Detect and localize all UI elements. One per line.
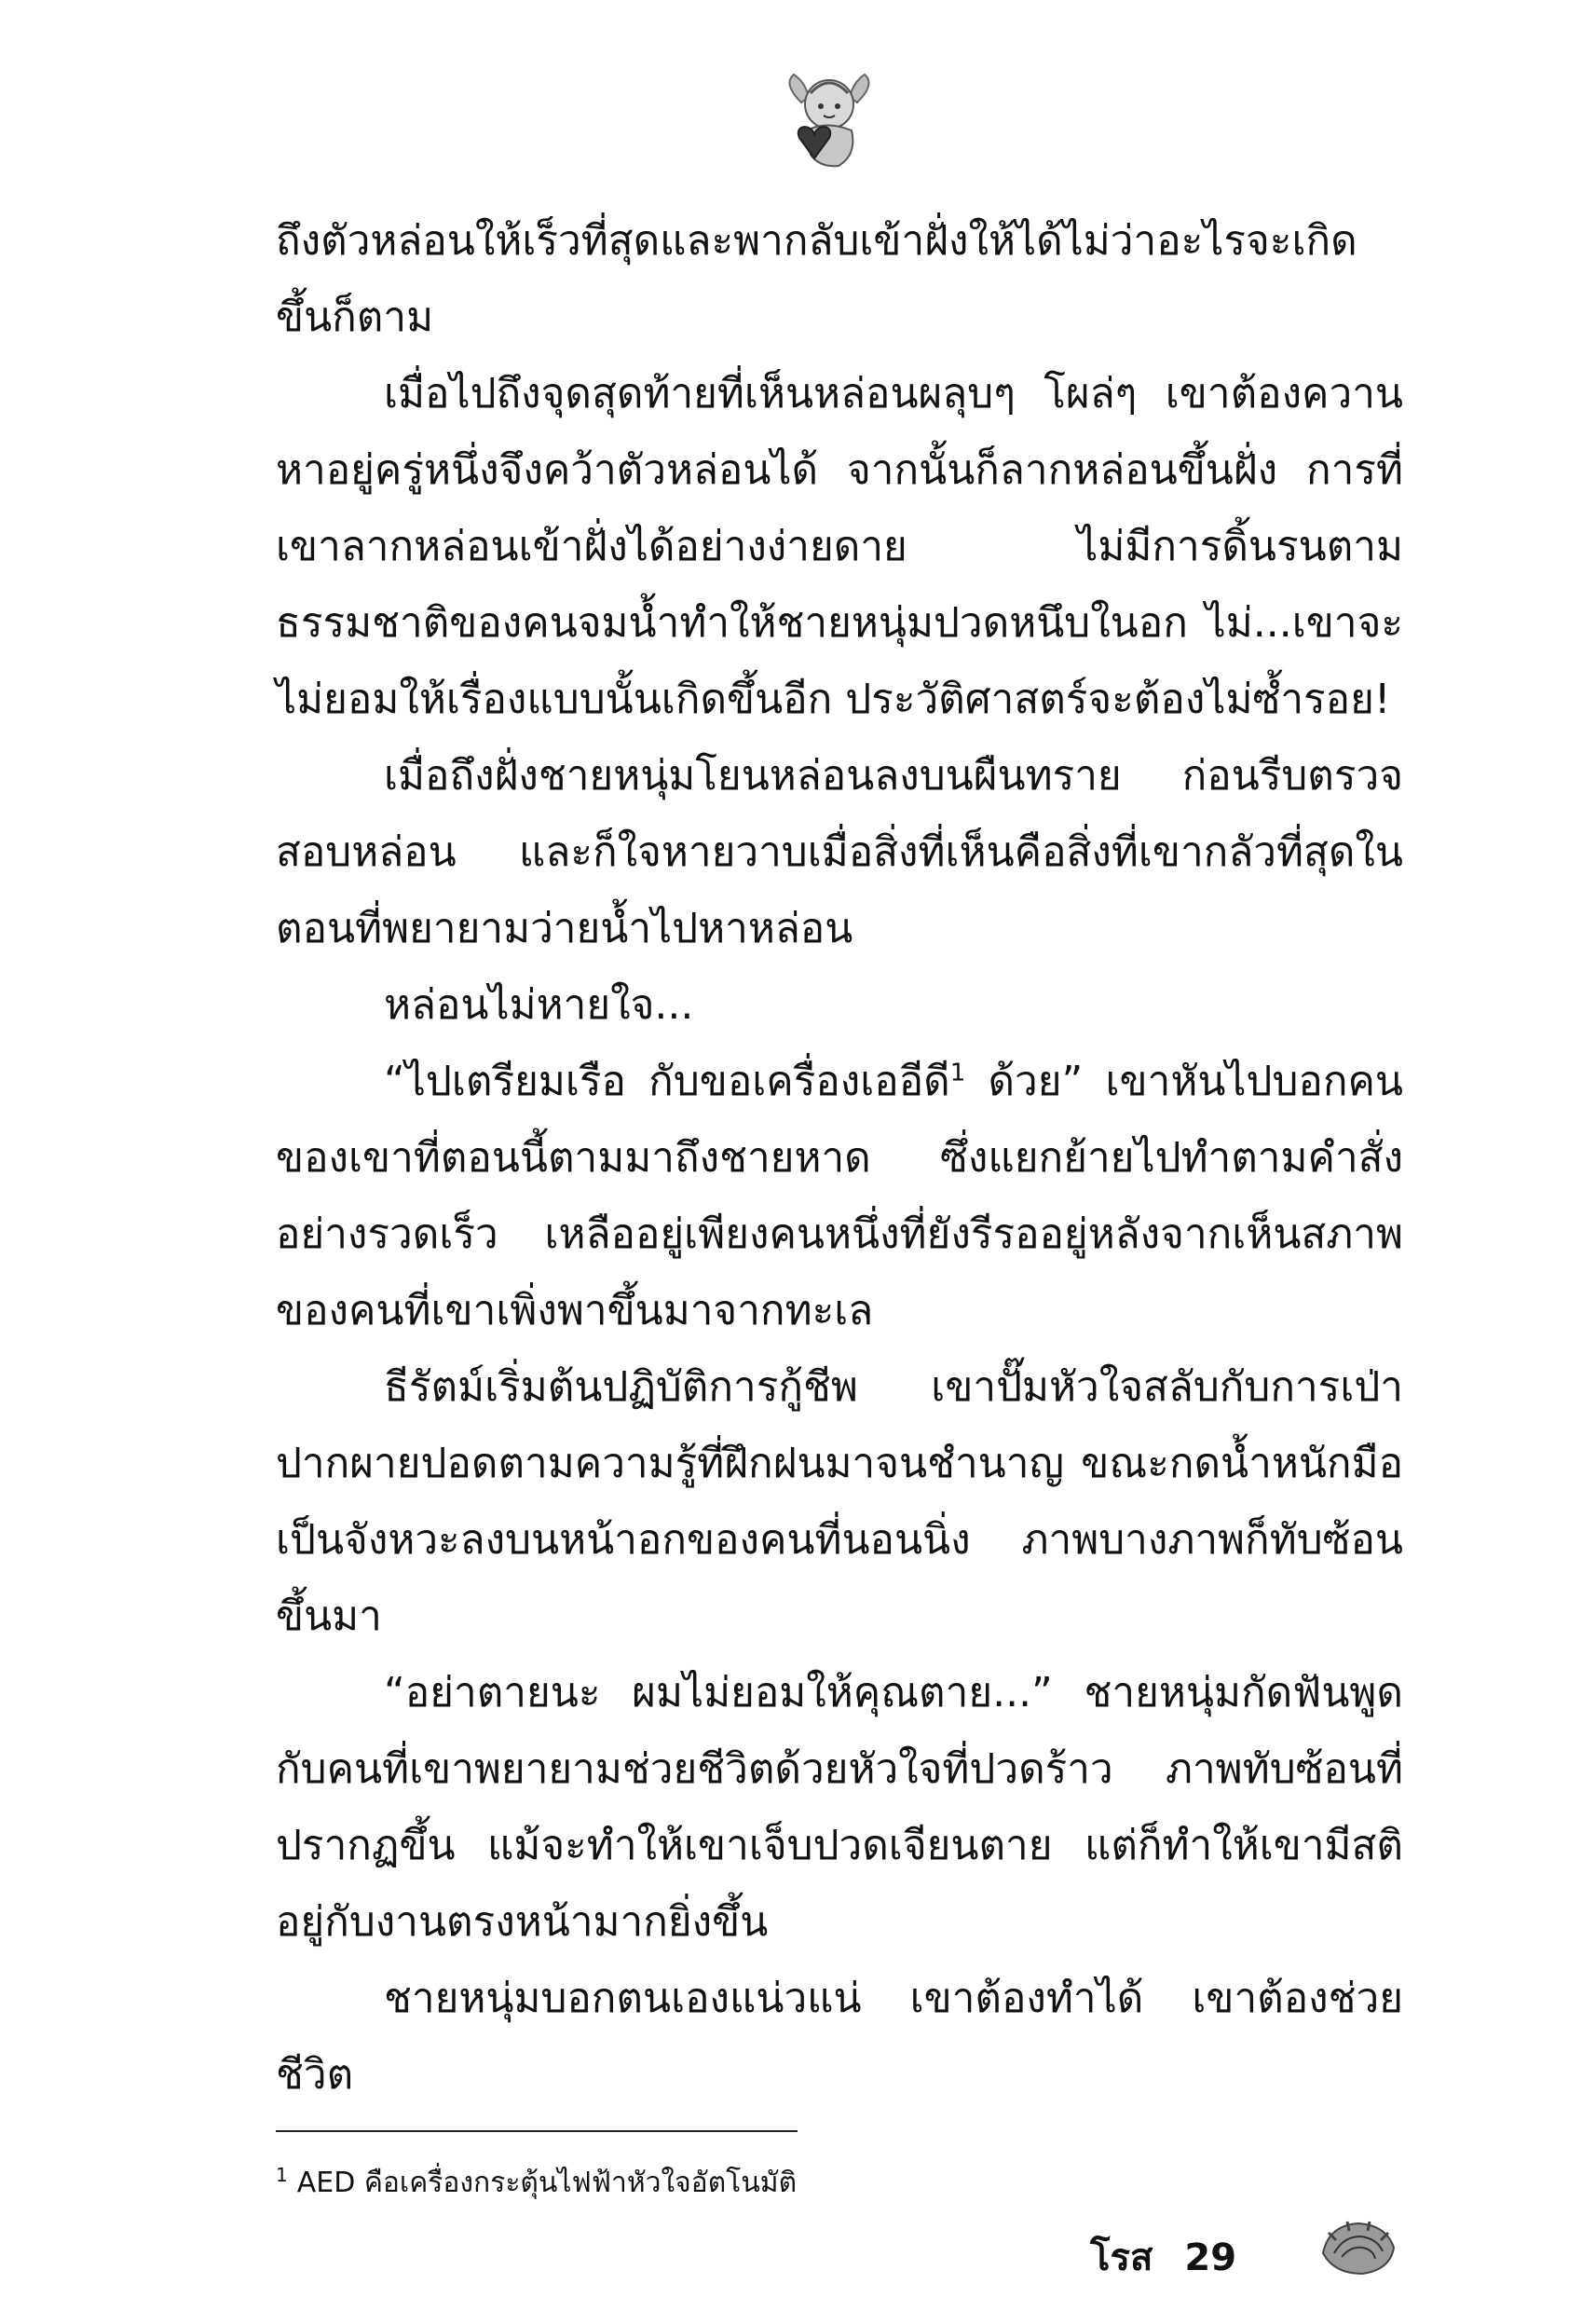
cherub-with-heart-icon [773,65,885,177]
paragraph-with-footnote [276,1044,1403,1349]
footnote-reference: 1 [949,1059,966,1087]
paragraph-text: “ไปเตรียมเรือ กับขอเครื่องเออีดี [384,1058,950,1105]
paragraph: ธีรัตม์เริ่มต้นปฏิบัติการกู้ชีพ เขาปั๊มหัวใจสลับกับการเป่าปากผายปอดตามความรู้ที่ฝึกฝนมาจนชำนาญ ขณะกดน้ำหนักมือเป็นจังหวะลงบนหน้าอกของคนที่นอนนิ่ง ภาพบางภาพก็ทับซ้อนขึ้นมา [276,1363,1403,1640]
running-title: โรส [1090,2236,1153,2279]
footnote [276,2153,1207,2206]
footnote-text: AED คือเครื่องกระตุ้นไฟฟ้าหัวใจอัตโนมัติ [296,2167,798,2199]
shell-icon [1316,2216,1399,2281]
paragraph: “อย่าตายนะ ผมไม่ยอมให้คุณตาย...” ชายหนุ่มกัดฟันพูดกับคนที่เขาพยายามช่วยชีวิตด้วยหัวใจที่ปวดร้าว ภาพทับซ้อนที่ปรากฏขึ้น แม้จะทำให้เขาเจ็บปวดเจียนตาย แต่ก็ทำให้เขามีสติอยู่กับงานตรงหน้ามากยิ่งขึ้น [276,1669,1403,1946]
paragraph-continued: ถึงตัวหล่อนให้เร็วที่สุดและพากลับเข้าฝั่งให้ได้ไม่ว่าอะไรจะเกิดขึ้นก็ตาม [276,217,1357,341]
page-number: 29 [1184,2236,1237,2279]
paragraph-text: ด้วย” เขาหันไปบอกคนของเขาที่ตอนนี้ตามมาถึงชายหาด ซึ่งแยกย้ายไปทำตามคำสั่งอย่างรวดเร็ว เหลืออยู่เพียงคนหนึ่งที่ยังรีรออยู่หลังจากเห็นสภาพของคนที่เขาเพิ่งพาขึ้นมาจากทะเล [276,1058,1403,1334]
paragraph: เมื่อถึงฝั่งชายหนุ่มโยนหล่อนลงบนผืนทราย ก่อนรีบตรวจสอบหล่อน และก็ใจหายวาบเมื่อสิ่งที่เห็นคือสิ่งที่เขากลัวที่สุดในตอนที่พยายามว่ายน้ำไปหาหล่อน [276,752,1403,952]
paragraph: ชายหนุ่มบอกตนเองแน่วแน่ เขาต้องทำได้ เขาต้องช่วยชีวิต [276,1975,1403,2099]
page-footer [1090,2227,1268,2287]
paragraph: หล่อนไม่หายใจ... [384,981,694,1029]
body-text [276,203,1403,2113]
paragraph: เมื่อไปถึงจุดสุดท้ายที่เห็นหล่อนผลุบๆ โผล่ๆ เขาต้องควานหาอยู่ครู่หนึ่งจึงคว้าตัวหล่อนได้ จากนั้นก็ลากหล่อนขึ้นฝั่ง การที่เขาลากหล่อนเข้าฝั่งได้อย่างง่ายดาย ไม่มีการดิ้นรนตามธรรมชาติของคนจมน้ำทำให้ชายหนุ่มปวดหนึบในอก ไม่...เขาจะไม่ยอมให้เรื่องแบบนั้นเกิดขึ้นอีก ประวัติศาสตร์จะต้องไม่ซ้ำรอย! [276,370,1403,723]
footnote-divider [276,2130,798,2132]
footnote-marker: 1 [276,2164,288,2186]
